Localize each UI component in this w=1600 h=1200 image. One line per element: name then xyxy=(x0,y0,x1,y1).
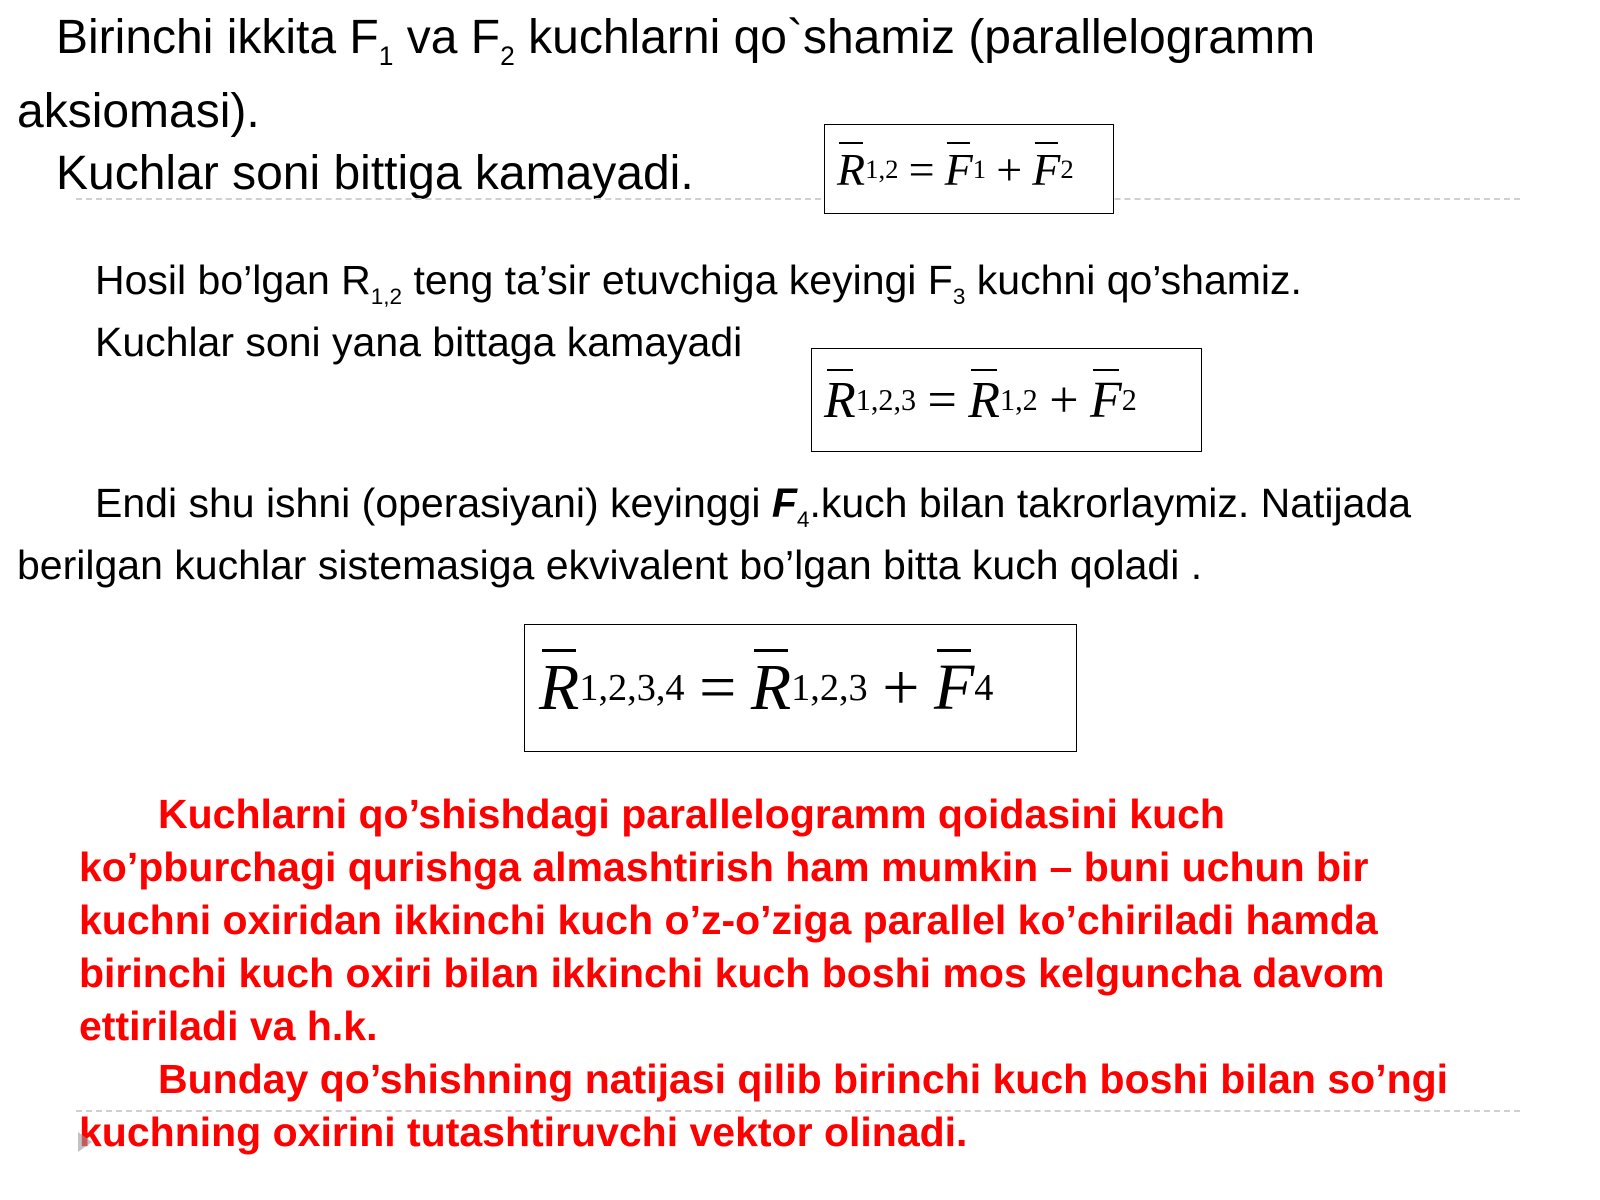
formula-box-2: R 1,2,3 = R 1,2 + F 2 xyxy=(811,348,1202,452)
formula1-lhs: R xyxy=(837,143,866,195)
formula1-term2: F xyxy=(1032,143,1061,195)
para3-text-a: Endi shu ishni (operasiyani) keyinggi xyxy=(95,480,772,526)
formula3-eq: = xyxy=(699,651,737,724)
para1-sub1: 1 xyxy=(378,40,394,71)
formula2-term2: F xyxy=(1089,371,1122,429)
formula1-eq: = xyxy=(908,143,935,195)
red-line-1: Kuchlarni qo’shishdagi parallelogramm qoidasini kuch xyxy=(158,791,1225,837)
para3-line2: berilgan kuchlar sistemasiga ekvivalent bo’lgan bitta kuch qoladi . xyxy=(17,542,1203,588)
para1-text-a: Birinchi ikkita F xyxy=(56,11,379,64)
formula2-lhs: R xyxy=(824,371,856,429)
red-line-4: birinchi kuch oxiri bilan ikkinchi kuch boshi mos kelguncha davom xyxy=(79,950,1385,996)
formula3-plus: + xyxy=(882,651,920,724)
para1-line1 xyxy=(56,11,1316,71)
para2-line1 xyxy=(95,257,1302,310)
para1-sub2: 2 xyxy=(500,40,515,71)
para2-sub2: 3 xyxy=(952,284,966,310)
formula-box-1: R 1,2 = F 1 + F 2 xyxy=(824,124,1114,214)
formula-box-3: R 1,2,3,4 = R 1,2,3 + F 4 xyxy=(524,624,1077,752)
red-line-2: ko’pburchagi qurishga almashtirish ham mumkin – buni uchun bir xyxy=(79,844,1369,890)
para1-text-b: va F xyxy=(393,11,501,64)
formula3-lhs: R xyxy=(539,651,580,724)
para2-text-b: teng ta’sir etuvchiga keyingi F xyxy=(402,257,953,303)
red-line-7: kuchning oxirini tutashtiruvchi vektor olinadi. xyxy=(79,1109,968,1155)
para1-line2: aksiomasi). xyxy=(17,85,260,138)
para3-text-b: .kuch bilan takrorlaymiz. Natijada xyxy=(809,480,1412,526)
slide-marker-icon xyxy=(78,1132,92,1152)
para3-bold-f: F xyxy=(771,480,797,526)
formula2-eq: = xyxy=(927,371,957,429)
formula2-plus: + xyxy=(1049,371,1079,429)
formula1-term1: F xyxy=(944,143,973,195)
para3-line1 xyxy=(95,480,1412,533)
red-line-5: ettiriladi va h.k. xyxy=(79,1003,378,1049)
para1-line3: Kuchlar soni bittiga kamayadi. xyxy=(56,147,694,200)
para1-text-c: kuchlarni qo`shamiz (parallelogramm xyxy=(514,11,1316,64)
para2-text-c: kuchni qo’shamiz. xyxy=(965,257,1302,303)
para2-line2: Kuchlar soni yana bittaga kamayadi xyxy=(95,319,743,365)
formula3-term1: R xyxy=(750,651,792,724)
para2-text-a: Hosil bo’lgan R xyxy=(95,257,371,303)
red-line-6: Bunday qo’shishning natijasi qilib birinchi kuch boshi bilan so’ngi xyxy=(158,1056,1449,1102)
formula3-term2: F xyxy=(933,651,975,724)
formula2-term1: R xyxy=(968,371,1001,429)
para3-sub1: 4 xyxy=(796,507,810,533)
formula1-plus: + xyxy=(996,143,1023,195)
red-line-3: kuchni oxiridan ikkinchi kuch o’z-o’ziga parallel ko’chiriladi hamda xyxy=(79,897,1378,943)
para2-sub1: 1,2 xyxy=(370,284,403,310)
divider-1 xyxy=(76,198,1520,200)
